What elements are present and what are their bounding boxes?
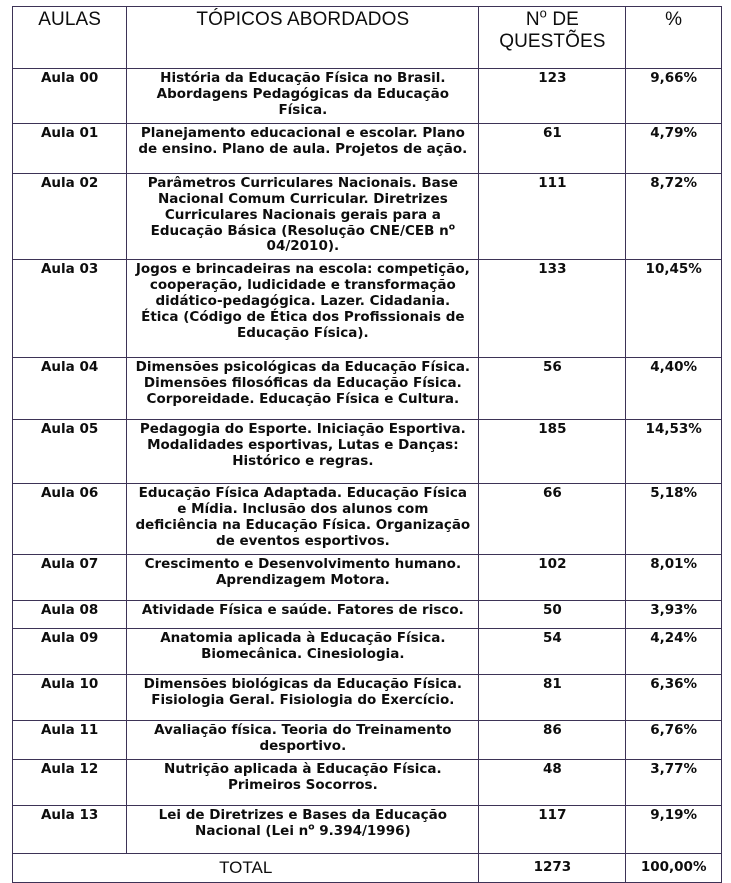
column-header-questoes-line2: QUESTÕES [499,31,606,53]
cell-questoes: 61 [479,123,626,173]
topics-distribution-table [12,6,722,883]
cell-questoes: 54 [479,629,626,675]
cell-aula: Aula 02 [13,173,127,260]
table-row [13,675,722,721]
cell-aula: Aula 07 [13,555,127,601]
cell-topico: Atividade Física e saúde. Fatores de risco. [127,601,479,629]
cell-questoes: 111 [479,173,626,260]
cell-topico: Pedagogia do Esporte. Iniciação Esportiva. Modalidades esportivas, Lutas e Danças: Histórico e regras. [127,420,479,484]
cell-percentual: 3,77% [626,759,722,805]
cell-questoes: 81 [479,675,626,721]
column-header-questoes-line1: $N^o$ DE [525,5,579,30]
cell-questoes: 48 [479,759,626,805]
cell-questoes: 86 [479,721,626,760]
cell-questoes: 117 [479,805,626,853]
cell-percentual: 3,93% [626,601,722,629]
cell-percentual: 9,66% [626,69,722,124]
column-header-aulas: AULAS [13,7,127,69]
table-row [13,759,722,805]
table-body [13,69,722,854]
cell-percentual: 6,36% [626,675,722,721]
cell-topico: Lei de Diretrizes e Bases da Educação Nacional (Lei $n^o$ 9.394/1996) [127,805,479,853]
cell-topico: Jogos e brincadeiras na escola: competição, cooperação, ludicidade e transformação didático-pedagógica. Lazer. Cidadania. Ética (Código de Ética dos Profissionais de Educação Física). [127,260,479,358]
table-row [13,123,722,173]
header-row [13,7,722,69]
table-row [13,69,722,124]
cell-aula: Aula 09 [13,629,127,675]
cell-aula: Aula 06 [13,484,127,555]
cell-questoes: 133 [479,260,626,358]
cell-topico: Crescimento e Desenvolvimento humano. Aprendizagem Motora. [127,555,479,601]
cell-aula: Aula 04 [13,358,127,420]
cell-questoes: 185 [479,420,626,484]
cell-aula: Aula 03 [13,260,127,358]
cell-percentual: 9,19% [626,805,722,853]
ordinal-superscript: o [448,221,455,233]
ordinal-superscript: o [308,821,315,833]
cell-aula: Aula 00 [13,69,127,124]
cell-questoes: 66 [479,484,626,555]
cell-aula: Aula 12 [13,759,127,805]
total-label: TOTAL [13,853,479,882]
cell-percentual: 10,45% [626,260,722,358]
cell-questoes: 50 [479,601,626,629]
cell-questoes: 56 [479,358,626,420]
cell-topico: Avaliação física. Teoria do Treinamento desportivo. [127,721,479,760]
cell-percentual: 5,18% [626,484,722,555]
table-row [13,173,722,260]
column-header-percentual: % [626,7,722,69]
cell-percentual: 8,01% [626,555,722,601]
cell-topico: Planejamento educacional e escolar. Plano de ensino. Plano de aula. Projetos de ação. [127,123,479,173]
cell-percentual: 6,76% [626,721,722,760]
cell-aula: Aula 01 [13,123,127,173]
total-questoes: 1273 [479,853,626,882]
cell-topico: Educação Física Adaptada. Educação Física e Mídia. Inclusão dos alunos com deficiência na Educação Física. Organização de eventos esportivos. [127,484,479,555]
table-row [13,420,722,484]
ordinal-superscript: o [539,5,547,21]
cell-topico: Dimensões psicológicas da Educação Física. Dimensões filosóficas da Educação Física. Corporeidade. Educação Física e Cultura. [127,358,479,420]
table-row [13,260,722,358]
table-row [13,484,722,555]
cell-percentual: 4,40% [626,358,722,420]
cell-aula: Aula 13 [13,805,127,853]
table-row [13,601,722,629]
column-header-questoes [479,7,626,69]
cell-topico: História da Educação Física no Brasil. Abordagens Pedagógicas da Educação Física. [127,69,479,124]
cell-topico: Nutrição aplicada à Educação Física. Primeiros Socorros. [127,759,479,805]
table-row [13,805,722,853]
cell-questoes: 123 [479,69,626,124]
total-percentual: 100,00% [626,853,722,882]
cell-percentual: 4,24% [626,629,722,675]
cell-topico: Dimensões biológicas da Educação Física. Fisiologia Geral. Fisiologia do Exercício. [127,675,479,721]
column-header-topicos: TÓPICOS ABORDADOS [127,7,479,69]
cell-topico: Anatomia aplicada à Educação Física. Biomecânica. Cinesiologia. [127,629,479,675]
cell-percentual: 8,72% [626,173,722,260]
table-row [13,358,722,420]
cell-questoes: 102 [479,555,626,601]
cell-aula: Aula 05 [13,420,127,484]
table-row [13,555,722,601]
cell-aula: Aula 11 [13,721,127,760]
cell-percentual: 14,53% [626,420,722,484]
cell-topico: Parâmetros Curriculares Nacionais. Base Nacional Comum Curricular. Diretrizes Curriculares Nacionais gerais para a Educação Básica (Resolução CNE/CEB $n^o$ 04/2010). [127,173,479,260]
table-row [13,721,722,760]
table-header [13,7,722,69]
cell-percentual: 4,79% [626,123,722,173]
total-row [13,853,722,882]
cell-aula: Aula 10 [13,675,127,721]
table-row [13,629,722,675]
table-footer [13,853,722,882]
cell-aula: Aula 08 [13,601,127,629]
